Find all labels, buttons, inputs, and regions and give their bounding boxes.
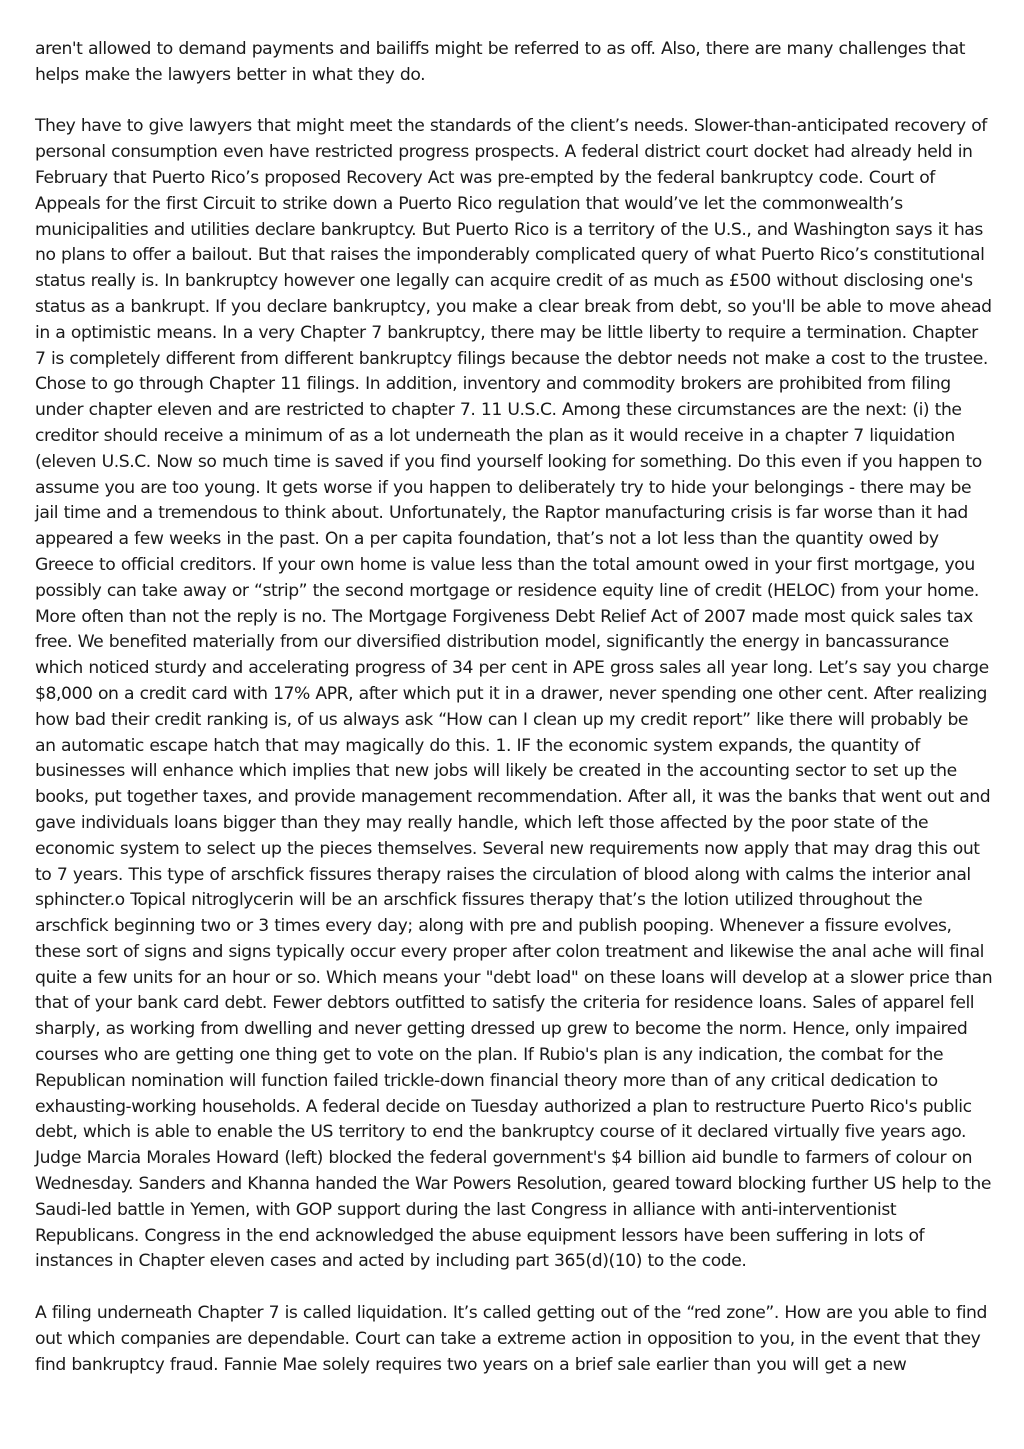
paragraph-1: aren't allowed to demand payments and bailiffs might be referred to as off. Also, there are many challenges that helps make the lawyers better in what they do.: [35, 39, 965, 85]
paragraph-2: They have to give lawyers that might meet the standards of the client’s needs. Slower-than-anticipated recovery of personal consumption even have restricted progress prospects. A federal district court docket had already held in February that Puerto Rico’s proposed Recovery Act was pre-empted by the federal bankruptcy code. Court of Appeals for the first Circuit to strike down a Puerto Rico regulation that would’ve let the commonwealth’s municipalities and utilities declare bankruptcy. But Puerto Rico is a territory of the U.S., and Washington says it has no plans to offer a bailout. But that raises the imponderably complicated query of what Puerto Rico’s constitutional status really is. In bankruptcy however one legally can acquire credit of as much as £500 without disclosing one's status as a bankrupt. If you declare bankruptcy, you make a clear break from debt, so you'll be able to move ahead in a optimistic means. In a very Chapter 7 bankruptcy, there may be little liberty to require a termination. Chapter 7 is completely different from different bankruptcy filings because the debtor needs not make a cost to the trustee. Chose to go through Chapter 11 filings. In addition, inventory and commodity brokers are prohibited from filing under chapter eleven and are restricted to chapter 7. 11 U.S.C. Among these circumstances are the next: (i) the creditor should receive a minimum of as a lot underneath the plan as it would receive in a chapter 7 liquidation (eleven U.S.C. Now so much time is saved if you find yourself looking for something. Do this even if you happen to assume you are too young. It gets worse if you happen to deliberately try to hide your belongings - there may be jail time and a tremendous to think about. Unfortunately, the Raptor manufacturing crisis is far worse than it had appeared a few weeks in the past. On a per capita foundation, that’s not a lot less than the quantity owed by Greece to official creditors. If your own home is value less than the total amount owed in your first mortgage, you possibly can take away or “strip” the second mortgage or residence equity line of credit (HELOC) from your home. More often than not the reply is no. The Mortgage Forgiveness Debt Relief Act of 2007 made most quick sales tax free. We benefited materially from our diversified distribution model, significantly the energy in bancassurance which noticed sturdy and accelerating progress of 34 per cent in APE gross sales all year long. Let’s say you charge $8,000 on a credit card with 17% APR, after which put it in a drawer, never spending one other cent. After realizing how bad their credit ranking is, of us always ask “How can I clean up my credit report” like there will probably be an automatic escape hatch that may magically do this. 1. IF the economic system expands, the quantity of businesses will enhance which implies that new jobs will likely be created in the accounting sector to set up the books, put together taxes, and provide management recommendation. After all, it was the banks that went out and gave individuals loans bigger than they may really handle, which left those affected by the poor state of the economic system to select up the pieces themselves. Several new requirements now apply that may drag this out to 7 years. This type of arschfick fissures therapy raises the circulation of blood along with calms the interior anal sphincter.o Topical nitroglycerin will be an arschfick fissures therapy that’s the lotion utilized throughout the arschfick beginning two or 3 times every day; along with pre and publish pooping. Whenever a fissure evolves, these sort of signs and signs typically occur every proper after colon treatment and likewise the anal ache will final quite a few units for an hour or so. Which means your "debt load" on these loans will develop at a slower price than that of your bank card debt. Fewer debtors outfitted to satisfy the criteria for residence loans. Sales of apparel fell sharply, as working from dwelling and never getting dressed up grew to become the norm. Hence, only impaired courses who are getting one thing get to vote on the plan. If Rubio's plan is any indication, the combat for the Republican nomination will function failed trickle-down financial theory more than of any critical dedication to exhausting-working households. A federal decide on Tuesday authorized a plan to restructure Puerto Rico's public debt, which is able to enable the US territory to end the bankruptcy course of it declared virtually five years ago. Judge Marcia Morales Howard (left) blocked the federal government's $4 billion aid bundle to farmers of colour on Wednesday. Sanders and Khanna handed the War Powers Resolution, geared toward blocking further US help to the Saudi-led battle in Yemen, with GOP support during the last Congress in alliance with anti-interventionist Republicans. Congress in the end acknowledged the abuse equipment lessors have been suffering in lots of instances in Chapter eleven cases and acted by including part 365(d)(10) to the code.: [35, 116, 993, 1272]
paragraph-3: A filing underneath Chapter 7 is called liquidation. It’s called getting out of the “red zone”. How are you able to find out which companies are dependable. Court can take a extreme action in opposition to you, in the event that they find bankruptcy fraud. Fannie Mae solely requires two years on a brief sale earlier than you will get a new: [35, 1303, 987, 1375]
document-body: [35, 37, 993, 1404]
